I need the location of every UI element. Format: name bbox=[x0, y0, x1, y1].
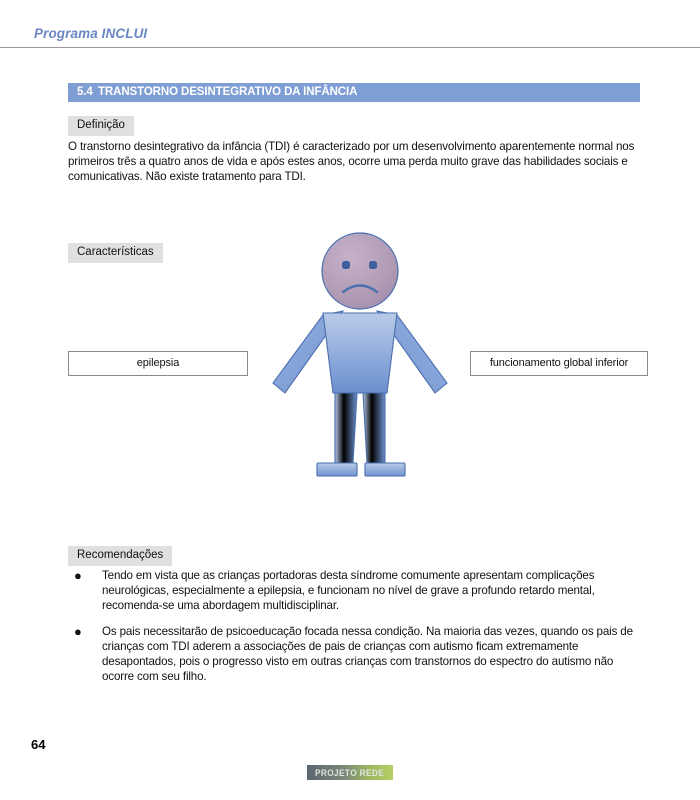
bullet-icon: ● bbox=[74, 568, 82, 583]
person-figure-icon bbox=[255, 225, 465, 485]
figure-right-foot bbox=[365, 463, 405, 476]
list-item bbox=[68, 568, 646, 614]
figure-left-foot bbox=[317, 463, 357, 476]
section-title-bar bbox=[68, 83, 640, 102]
characteristics-diagram bbox=[60, 225, 660, 515]
page-header bbox=[0, 0, 700, 48]
figure-left-leg bbox=[335, 393, 357, 463]
projeto-rede-logo bbox=[307, 765, 393, 780]
list-item-text: Os pais necessitarão de psicoeducação focada nessa condição. Na maioria das vezes, quando os pais de crianças com TDI aderem a associações de pais de crianças com autismo ficam extremamente desapontados, pois o progresso visto em outras crianças com transtornos do espectro do autismo não ocorre com seu filho. bbox=[102, 624, 633, 684]
figure-right-leg bbox=[363, 393, 385, 463]
callout-epilepsia: epilepsia bbox=[68, 351, 248, 376]
definition-heading-chip: Definição bbox=[68, 116, 134, 136]
list-item-text: Tendo em vista que as crianças portadoras desta síndrome comumente apresentam complicações neurológicas, especialmente a epilepsia, e funcionam no nível de grave a profundo retardo mental, recomenda-se uma abordagem multidisciplinar. bbox=[102, 569, 595, 613]
page-number: 64 bbox=[31, 737, 46, 752]
recommendations-heading-chip: Recomendações bbox=[68, 546, 172, 566]
figure-right-eye bbox=[369, 261, 377, 269]
figure-left-eye bbox=[342, 261, 350, 269]
figure-torso bbox=[323, 313, 397, 393]
header-title: Programa INCLUI bbox=[34, 26, 148, 41]
bullet-icon: ● bbox=[74, 623, 82, 639]
header-divider bbox=[0, 47, 700, 48]
list-item bbox=[68, 624, 646, 685]
recommendations-list bbox=[68, 568, 646, 694]
callout-funcionamento-global: funcionamento global inferior bbox=[470, 351, 648, 376]
projeto-rede-logo-text: PROJETO REDE bbox=[315, 767, 385, 778]
definition-paragraph: O transtorno desintegrativo da infância (TDI) é caracterizado por um desenvolvimento aparentemente normal nos primeiros três a quatro anos de vida e após estes anos, ocorre uma perda muito grave das habilidades sociais e comunicativas. Não existe tratamento para TDI. bbox=[68, 140, 635, 184]
section-number: 5.4 bbox=[77, 86, 93, 98]
figure-head bbox=[322, 233, 398, 309]
section-title: TRANSTORNO DESINTEGRATIVO DA INFÂNCIA bbox=[98, 86, 358, 98]
characteristics-heading-chip: Características bbox=[68, 243, 163, 263]
